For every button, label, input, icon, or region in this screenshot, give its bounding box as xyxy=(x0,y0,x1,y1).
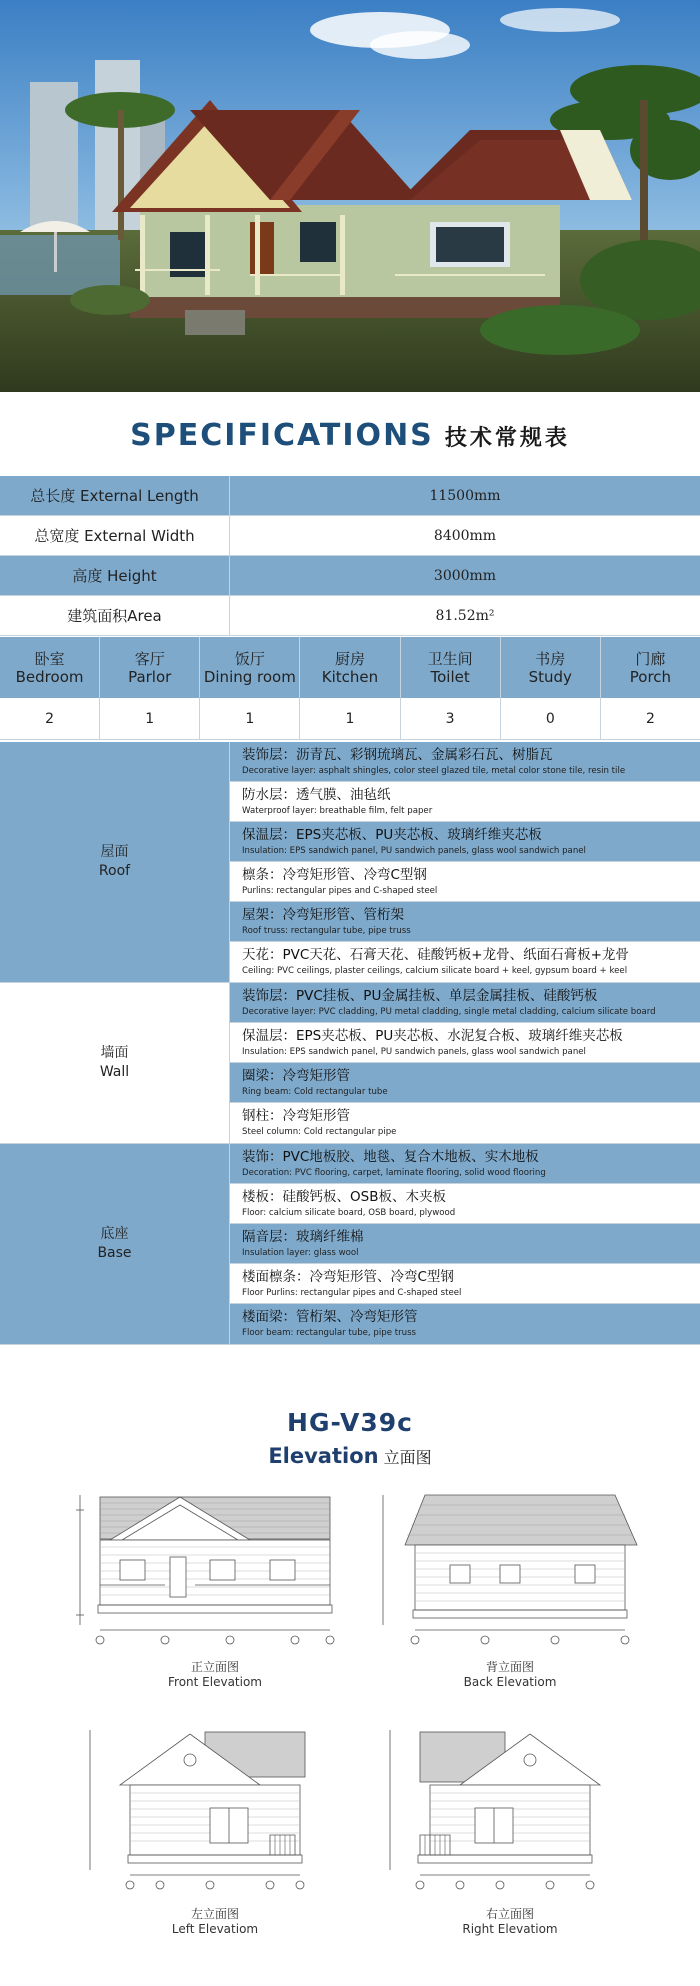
material-en: Purlins: rectangular pipes and C-shaped steel xyxy=(242,886,438,896)
front-elevation-drawing xyxy=(70,1485,340,1655)
material-item xyxy=(230,862,700,902)
rooms-value-row xyxy=(0,698,700,740)
material-en: Floor: calcium silicate board, OSB board, plywood xyxy=(242,1208,456,1218)
material-en: Roof truss: rectangular tube, pipe truss xyxy=(242,926,411,936)
base-group xyxy=(0,1144,700,1345)
room-cn: 门廊 xyxy=(635,649,666,668)
material-item xyxy=(230,942,700,982)
room-count: 0 xyxy=(501,698,601,739)
material-en: Insulation: EPS sandwich panel, PU sandwich panels, glass wool sandwich panel xyxy=(242,1047,586,1057)
spec-label: 总宽度 External Width xyxy=(0,516,230,555)
material-item xyxy=(230,1304,700,1344)
room-count: 2 xyxy=(0,698,100,739)
material-en: Insulation: EPS sandwich panel, PU sandwich panels, glass wool sandwich panel xyxy=(242,846,586,856)
material-cn: 装饰层：沥青瓦、彩钢琉璃瓦、金属彩石瓦、树脂瓦 xyxy=(242,747,553,763)
room-en: Kitchen xyxy=(321,667,379,686)
room-cn: 卧室 xyxy=(34,649,65,668)
caption-cn: 正立面图 xyxy=(190,1660,239,1674)
room-header xyxy=(0,637,100,698)
material-item xyxy=(230,1023,700,1063)
room-cn: 饭厅 xyxy=(234,649,265,668)
material-en: Insulation layer: glass wool xyxy=(242,1248,359,1258)
roof-group xyxy=(0,742,700,983)
material-cn: 钢柱：冷弯矩形管 xyxy=(242,1108,350,1124)
room-cn: 厨房 xyxy=(334,649,365,668)
room-header xyxy=(601,637,700,698)
house-rendering xyxy=(0,0,700,392)
spec-value: 3000mm xyxy=(433,567,497,584)
right-elevation-caption xyxy=(440,1907,580,1937)
material-en: Decorative layer: PVC cladding, PU metal cladding, single metal cladding, calcium silicate board xyxy=(242,1007,656,1017)
right-elevation-drawing xyxy=(380,1720,620,1900)
spec-row-width xyxy=(0,516,700,556)
model-number: HG-V39c xyxy=(287,1408,413,1437)
room-cn: 客厅 xyxy=(134,649,165,668)
material-item xyxy=(230,1184,700,1224)
spec-row-area xyxy=(0,596,700,636)
spec-row-length xyxy=(0,476,700,516)
room-en: Parlor xyxy=(128,667,172,686)
spec-label: 总长度 External Length xyxy=(0,476,230,515)
material-item xyxy=(230,742,700,782)
spec-value: 8400mm xyxy=(433,527,497,544)
room-count: 2 xyxy=(645,710,655,727)
group-cn: 底座 xyxy=(100,1226,129,1242)
back-elevation-caption xyxy=(440,1660,580,1690)
material-item xyxy=(230,1103,700,1143)
material-en: Decoration: PVC flooring, carpet, laminate flooring, solid wood flooring xyxy=(242,1168,546,1178)
room-header xyxy=(401,637,501,698)
room-count: 3 xyxy=(401,698,501,739)
room-cn: 书房 xyxy=(535,649,566,668)
material-cn: 天花：PVC天花、石膏天花、硅酸钙板+龙骨、纸面石膏板+龙骨 xyxy=(242,947,629,963)
material-cn: 隔音层：玻璃纤维棉 xyxy=(242,1229,364,1245)
material-item xyxy=(230,902,700,942)
base-label xyxy=(0,1144,230,1344)
caption-cn: 背立面图 xyxy=(485,1660,534,1674)
group-cn: 墙面 xyxy=(100,1045,129,1061)
spec-value: 81.52m² xyxy=(435,607,495,624)
room-cn: 卫生间 xyxy=(427,649,473,668)
material-cn: 楼面梁：管桁架、冷弯矩形管 xyxy=(242,1309,418,1325)
wall-group xyxy=(0,983,700,1144)
spec-row-height xyxy=(0,556,700,596)
title-cn: 技术常规表 xyxy=(444,426,570,451)
group-en: Roof xyxy=(98,863,131,879)
material-cn: 保温层：EPS夹芯板、PU夹芯板、水泥复合板、玻璃纤维夹芯板 xyxy=(242,1028,623,1044)
material-item xyxy=(230,782,700,822)
room-en: Dining room xyxy=(203,667,296,686)
material-en: Waterproof layer: breathable film, felt paper xyxy=(242,806,433,816)
room-header xyxy=(200,637,300,698)
room-count: 1 xyxy=(100,698,200,739)
left-elevation-drawing xyxy=(80,1720,320,1900)
group-cn: 屋面 xyxy=(100,844,129,860)
material-cn: 圈梁：冷弯矩形管 xyxy=(242,1068,350,1084)
room-header xyxy=(501,637,601,698)
material-item xyxy=(230,822,700,862)
room-en: Porch xyxy=(629,667,672,686)
rooms-table xyxy=(0,637,700,740)
spec-label: 建筑面积Area xyxy=(0,596,230,635)
left-elevation-caption xyxy=(145,1907,285,1937)
room-header xyxy=(100,637,200,698)
material-item xyxy=(230,1264,700,1304)
material-cn: 装饰层：PVC挂板、PU金属挂板、单层金属挂板、硅酸钙板 xyxy=(242,988,598,1004)
specifications-heading xyxy=(0,418,700,478)
material-cn: 保温层：EPS夹芯板、PU夹芯板、玻璃纤维夹芯板 xyxy=(242,827,542,843)
spec-table xyxy=(0,476,700,636)
elevation-heading xyxy=(0,1444,700,1468)
caption-en: Right Elevatiom xyxy=(462,1922,558,1936)
roof-label xyxy=(0,742,230,982)
material-en: Ceiling: PVC ceilings, plaster ceilings, calcium silicate board + keel, gypsum board + keel xyxy=(242,966,628,976)
material-cn: 楼面檩条：冷弯矩形管、冷弯C型钢 xyxy=(242,1269,454,1285)
material-item xyxy=(230,1063,700,1103)
group-en: Wall xyxy=(99,1064,130,1080)
material-cn: 檩条：冷弯矩形管、冷弯C型钢 xyxy=(242,867,427,883)
material-en: Ring beam: Cold rectangular tube xyxy=(242,1087,388,1097)
rooms-header-row xyxy=(0,637,700,698)
material-item xyxy=(230,1224,700,1264)
caption-en: Back Elevatiom xyxy=(463,1675,557,1689)
title-en: SPECIFICATIONS xyxy=(130,418,434,453)
elevation-cn: 立面图 xyxy=(383,1448,432,1467)
room-header xyxy=(300,637,400,698)
room-en: Study xyxy=(528,667,572,686)
material-en: Decorative layer: asphalt shingles, color steel glazed tile, metal color stone tile, resin tile xyxy=(242,766,626,776)
wall-label xyxy=(0,983,230,1143)
spec-label: 高度 Height xyxy=(0,556,230,595)
caption-cn: 右立面图 xyxy=(485,1907,534,1921)
material-en: Floor Purlins: rectangular pipes and C-shaped steel xyxy=(242,1288,462,1298)
back-elevation-drawing xyxy=(375,1485,655,1655)
room-en: Bedroom xyxy=(15,667,84,686)
room-count: 1 xyxy=(200,698,300,739)
material-item xyxy=(230,1144,700,1184)
material-en: Floor beam: rectangular tube, pipe truss xyxy=(242,1328,417,1338)
caption-en: Front Elevatiom xyxy=(168,1675,262,1689)
spec-value: 11500mm xyxy=(429,487,501,504)
group-en: Base xyxy=(97,1245,132,1261)
room-en: Toilet xyxy=(430,667,470,686)
caption-en: Left Elevatiom xyxy=(171,1922,259,1936)
room-count: 1 xyxy=(300,698,400,739)
material-cn: 楼板：硅酸钙板、OSB板、木夹板 xyxy=(242,1189,446,1205)
elevation-en: Elevation xyxy=(268,1444,379,1468)
caption-cn: 左立面图 xyxy=(190,1907,239,1921)
material-cn: 装饰：PVC地板胶、地毯、复合木地板、实木地板 xyxy=(242,1149,539,1165)
material-en: Steel column: Cold rectangular pipe xyxy=(242,1127,397,1137)
material-cn: 防水层：透气膜、油毡纸 xyxy=(242,787,391,803)
material-item xyxy=(230,983,700,1023)
material-cn: 屋架：冷弯矩形管、管桁架 xyxy=(242,907,404,923)
materials-table xyxy=(0,742,700,1345)
front-elevation-caption xyxy=(145,1660,285,1690)
